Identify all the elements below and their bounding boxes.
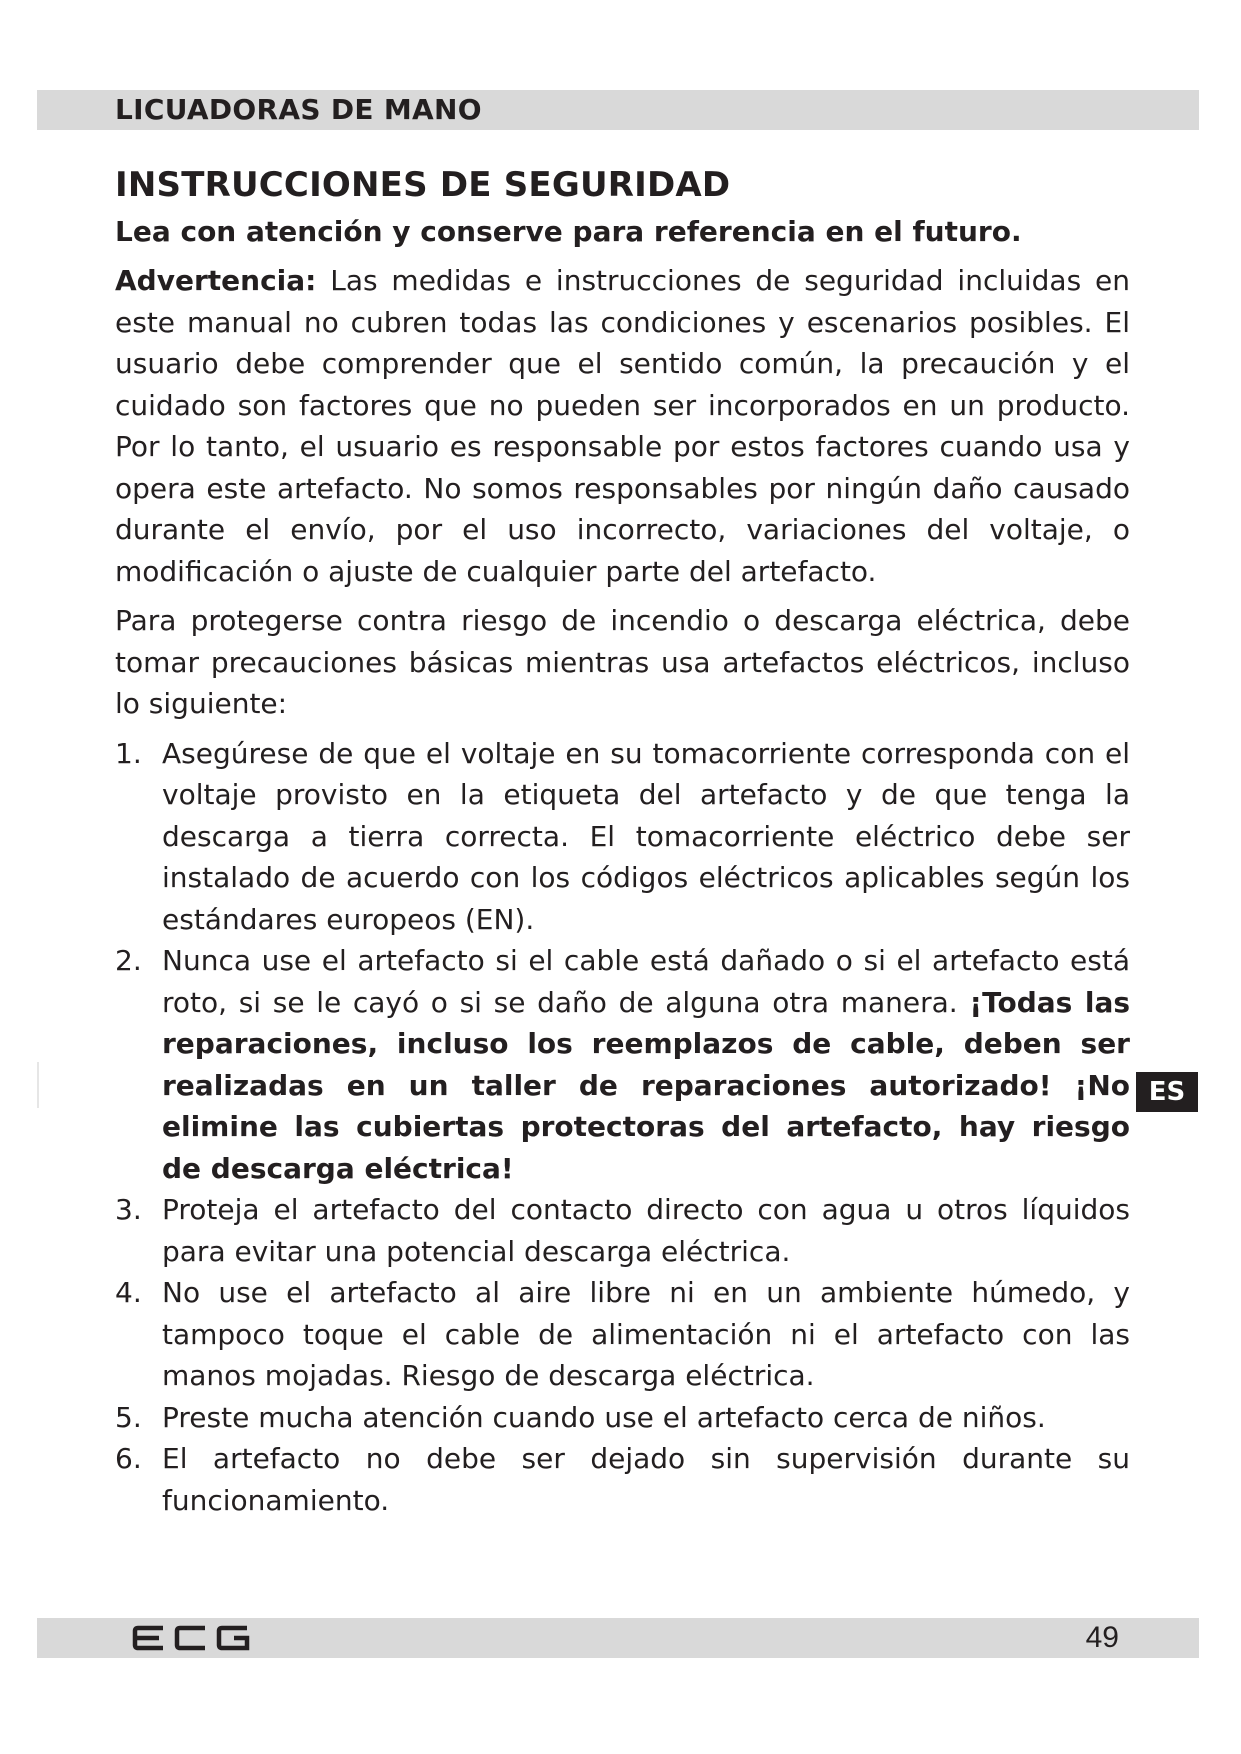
- list-item-text: No use el artefacto al aire libre ni en un ambiente húmedo, y tampoco toque el cable de alimentación ni el artefacto con las manos mojadas. Riesgo de descarga eléctrica.: [162, 1276, 1130, 1392]
- list-item-text: Asegúrese de que el voltaje en su tomacorriente corresponda con el voltaje provisto en la etiqueta del artefacto y de que tenga la descarga a tierra correcta. El tomacorriente eléctrico debe ser instalado de acuerdo con los códigos eléctricos aplicables según los estándares europeos (EN).: [162, 736, 1130, 936]
- list-item: [115, 1397, 1130, 1439]
- list-item-text: El artefacto no debe ser dejado sin supervisión durante su funcionamiento.: [162, 1442, 1130, 1517]
- list-item-text: Proteja el artefacto del contacto directo con agua u otros líquidos para evitar una potencial descarga eléctrica.: [162, 1193, 1130, 1268]
- margin-divider: [37, 1062, 39, 1108]
- warning-text: Las medidas e instrucciones de seguridad incluidas en este manual no cubren todas las condiciones y escenarios posibles. El usuario debe comprender que el sentido común, la precaución y el cuidado son factores que no pueden ser incorporados en un producto. Por lo tanto, el usuario es responsable por estos factores cuando usa y opera este artefacto. No somos responsables por ningún daño causado durante el envío, por el uso incorrecto, variaciones del voltaje, o modificación o ajuste de cualquier parte del artefacto.: [115, 264, 1130, 588]
- header-band: [37, 90, 1199, 130]
- warning-paragraph: [115, 260, 1130, 592]
- list-item-number: 3.: [115, 1193, 142, 1226]
- list-item-number: 2.: [115, 944, 142, 977]
- main-content: [115, 158, 1130, 1521]
- list-item: [115, 733, 1130, 941]
- safety-list: [115, 733, 1130, 1522]
- page-subtitle: Lea con atención y conserve para referencia en el futuro.: [115, 215, 1022, 248]
- footer-band: [37, 1618, 1199, 1658]
- list-item-number: 5.: [115, 1400, 142, 1434]
- list-item-number: 6.: [115, 1442, 142, 1475]
- page-title: INSTRUCCIONES DE SEGURIDAD: [115, 165, 731, 205]
- list-item-bold-text: ¡Todas las reparaciones, incluso los reemplazos de cable, deben ser realizadas en un taller de reparaciones autorizado! ¡No elimine las cubiertas protectoras del artefacto, hay riesgo de descarga eléctrica!: [162, 985, 1131, 1185]
- list-item: [115, 1438, 1130, 1521]
- warning-label: Advertencia:: [115, 264, 317, 297]
- list-item-number: 4.: [115, 1276, 142, 1309]
- language-tab: ES: [1136, 1072, 1198, 1112]
- intro-paragraph: Para protegerse contra riesgo de incendio o descarga eléctrica, debe tomar precauciones básicas mientras usa artefactos eléctricos, incluso lo siguiente:: [115, 604, 1130, 720]
- section-title: LICUADORAS DE MANO: [115, 93, 482, 126]
- list-item: [115, 1272, 1130, 1397]
- ecg-logo: [132, 1624, 252, 1652]
- list-item-text: Preste mucha atención cuando use el artefacto cerca de niños.: [162, 1400, 1046, 1434]
- list-item-number: 1.: [115, 736, 142, 770]
- list-item: [115, 940, 1130, 1189]
- list-item: [115, 1189, 1130, 1272]
- page-number: 49: [1085, 1621, 1119, 1654]
- list-item-text: Nunca use el artefacto si el cable está dañado o si el artefacto está roto, si se le cayó o si se daño de alguna otra manera.: [162, 944, 1130, 1019]
